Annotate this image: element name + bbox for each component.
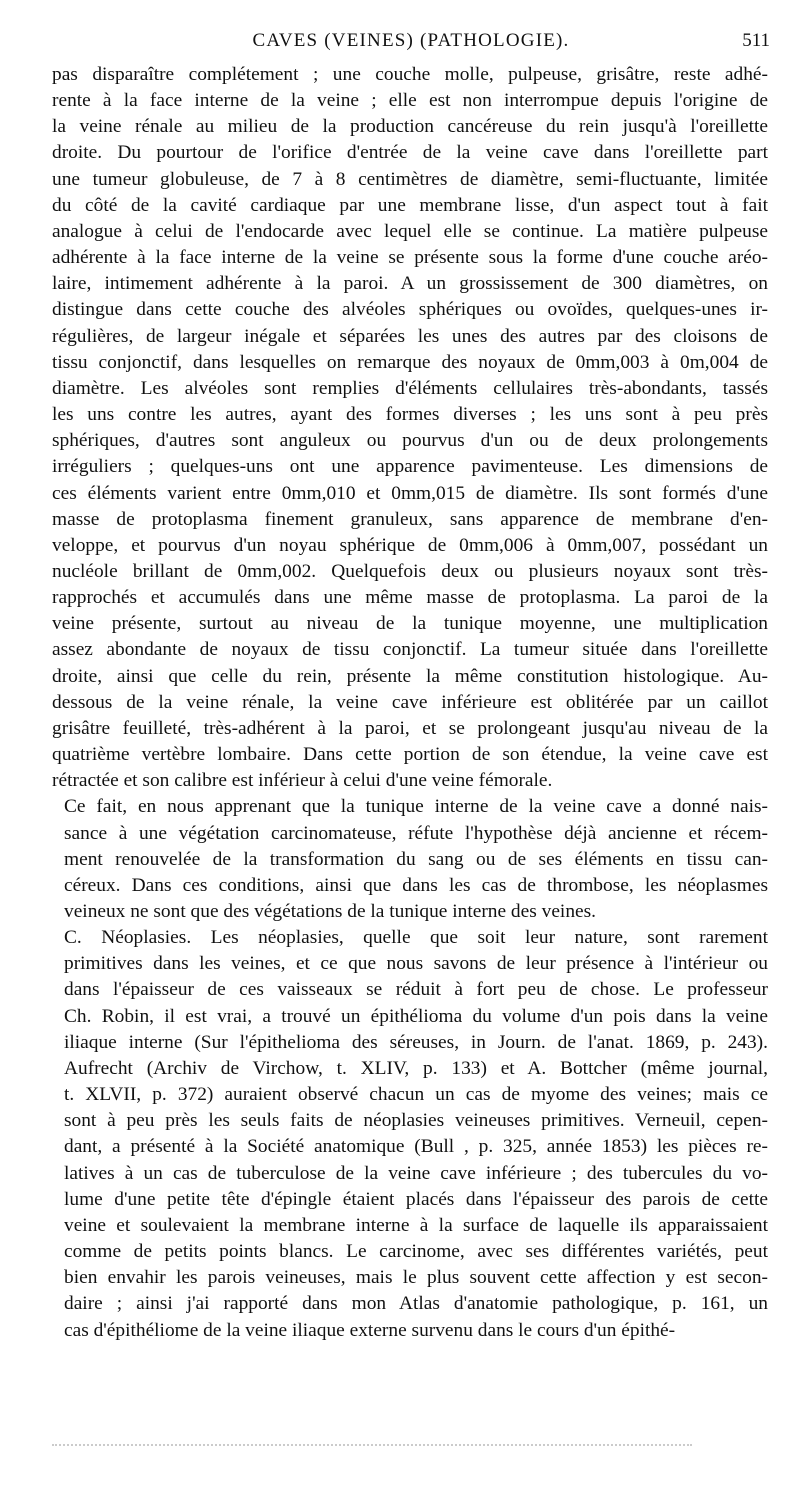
text-line: nucléole brillant de 0mm,002. Quelquefois deux ou plusieurs noyaux sont très- [52,560,768,582]
body-text [52,62,768,1344]
text-line: rapprochés et accumulés dans une même masse de protoplasma. La paroi de la [52,587,768,609]
text-line: bien envahir les parois veineuses, mais le plus souvent cette affection y est secon- [64,1267,768,1289]
text-line: veine présente, surtout au niveau de la tunique moyenne, une multiplication [52,613,768,635]
text-line: t. XLVII, p. 372) auraient observé chacun un cas de myome des veines; mais ce [64,1084,768,1106]
paragraph-case-description [52,62,768,794]
text-line: droite, ainsi que celle du rein, présente la même constitution histologique. Au- [52,665,768,687]
page-number: 511 [742,30,770,51]
text-line: latives à un cas de tuberculose de la veine cave inférieure ; des tubercules du vo- [64,1162,768,1184]
text-line: sont à peu près les seuls faits de néoplasies veineuses primitives. Verneuil, cepen- [64,1110,768,1132]
text-line: quatrième vertèbre lombaire. Dans cette portion de son étendue, la veine cave est [52,744,768,766]
running-title: CAVES (VEINES) (PATHOLOGIE). [252,30,570,51]
text-line: masse de protoplasma finement granuleux, sans apparence de membrane d'en- [52,508,768,530]
running-head [52,30,770,60]
text-line: veloppe, et pourvus d'un noyau sphérique de 0mm,006 à 0mm,007, possédant un [52,534,768,556]
text-line: une tumeur globuleuse, de 7 à 8 centimètres de diamètre, semi-fluctuante, limitée [52,168,768,190]
text-line: rente à la face interne de la veine ; elle est non interrompue depuis l'origine de [52,90,768,112]
text-line: lume d'une petite tête d'épingle étaient placés dans l'épaisseur des parois de cette [64,1188,768,1210]
text-line: tissu conjonctif, dans lesquelles on remarque des noyaux de 0mm,003 à 0m,004 de [52,351,768,373]
text-line: diamètre. Les alvéoles sont remplies d'éléments cellulaires très-abondants, tassés [52,377,768,399]
text-line: Aufrecht (Archiv de Virchow, t. XLIV, p. 133) et A. Bottcher (même journal, [64,1057,768,1079]
text-line: veine et soulevaient la membrane interne à la surface de laquelle ils apparaissaient [64,1214,768,1236]
text-line: comme de petits points blancs. Le carcinome, avec ses différentes variétés, peut [64,1241,768,1263]
text-line: analogue à celui de l'endocarde avec lequel elle se continue. La matière pulpeuse [52,220,768,242]
text-line: régulières, de largeur inégale et séparées les unes des autres par des cloisons de [52,325,768,347]
text-line: primitives dans les veines, et ce que nous savons de leur présence à l'intérieur ou [64,953,768,975]
text-line: rétractée et son calibre est inférieur à celui d'une veine fémorale. [52,770,553,792]
text-line: sphériques, d'autres sont anguleux ou pourvus d'un ou de deux prolongements [52,430,768,452]
text-line: sance à une végétation carcinomateuse, réfute l'hypothèse déjà ancienne et récem- [64,822,768,844]
text-line: adhérente à la face interne de la veine se présente sous la forme d'une couche aréo- [52,247,768,269]
text-line: laire, intimement adhérente à la paroi. A un grossissement de 300 diamètres, on [52,273,768,295]
text-line: irréguliers ; quelques-uns ont une apparence pavimenteuse. Les dimensions de [52,456,768,478]
text-line: ces éléments varient entre 0mm,010 et 0mm,015 de diamètre. Ils sont formés d'une [52,482,768,504]
text-line: distingue dans cette couche des alvéoles sphériques ou ovoïdes, quelques-unes ir- [52,299,768,321]
text-line: Ch. Robin, il est vrai, a trouvé un épithélioma du volume d'un pois dans la veine [64,1005,768,1027]
text-line: Ce fait, en nous apprenant que la tunique interne de la veine cave a donné nais- [64,796,768,818]
text-line: cas d'épithéliome de la veine iliaque externe survenu dans le cours d'un épithé- [64,1319,676,1341]
paragraph-conclusion [52,794,768,925]
text-line: du côté de la cavité cardiaque par une membrane lisse, d'un aspect tout à fait [52,194,768,216]
text-line: assez abondante de noyaux de tissu conjonctif. La tumeur située dans l'oreillette [52,639,768,661]
text-line: veineux ne sont que des végétations de la tunique interne des veines. [64,901,597,922]
text-line: ment renouvelée de la transformation du sang ou de ses éléments en tissu can- [64,848,768,870]
paragraph-neoplasies [52,925,768,1344]
text-line: C. Néoplasies. Les néoplasies, quelle que soit leur nature, sont rarement [64,927,768,949]
text-line: dant, a présenté à la Société anatomique (Bull , p. 325, année 1853) les pièces re- [64,1136,768,1158]
text-line: droite. Du pourtour de l'orifice d'entrée de la veine cave dans l'oreillette part [52,142,768,164]
text-line: daire ; ainsi j'ai rapporté dans mon Atlas d'anatomie pathologique, p. 161, un [64,1293,768,1315]
text-line: grisâtre feuilleté, très-adhérent à la paroi, et se prolongeant jusqu'au niveau de la [52,717,768,739]
text-line: la veine rénale au milieu de la production cancéreuse du rein jusqu'à l'oreillette [52,116,768,138]
text-line: céreux. Dans ces conditions, ainsi que dans les cas de thrombose, les néoplasmes [64,874,768,896]
bottom-dotted-rule [52,1444,692,1446]
text-line: les uns contre les autres, ayant des formes diverses ; les uns sont à peu près [52,404,768,426]
text-line: pas disparaître complétement ; une couche molle, pulpeuse, grisâtre, reste adhé- [52,64,768,85]
text-line: dessous de la veine rénale, la veine cave inférieure est oblitérée par un caillot [52,691,768,713]
text-line: dans l'épaisseur de ces vaisseaux se réduit à fort peu de chose. Le professeur [64,979,768,1001]
text-line: iliaque interne (Sur l'épithelioma des séreuses, in Journ. de l'anat. 1869, p. 243). [64,1031,768,1053]
